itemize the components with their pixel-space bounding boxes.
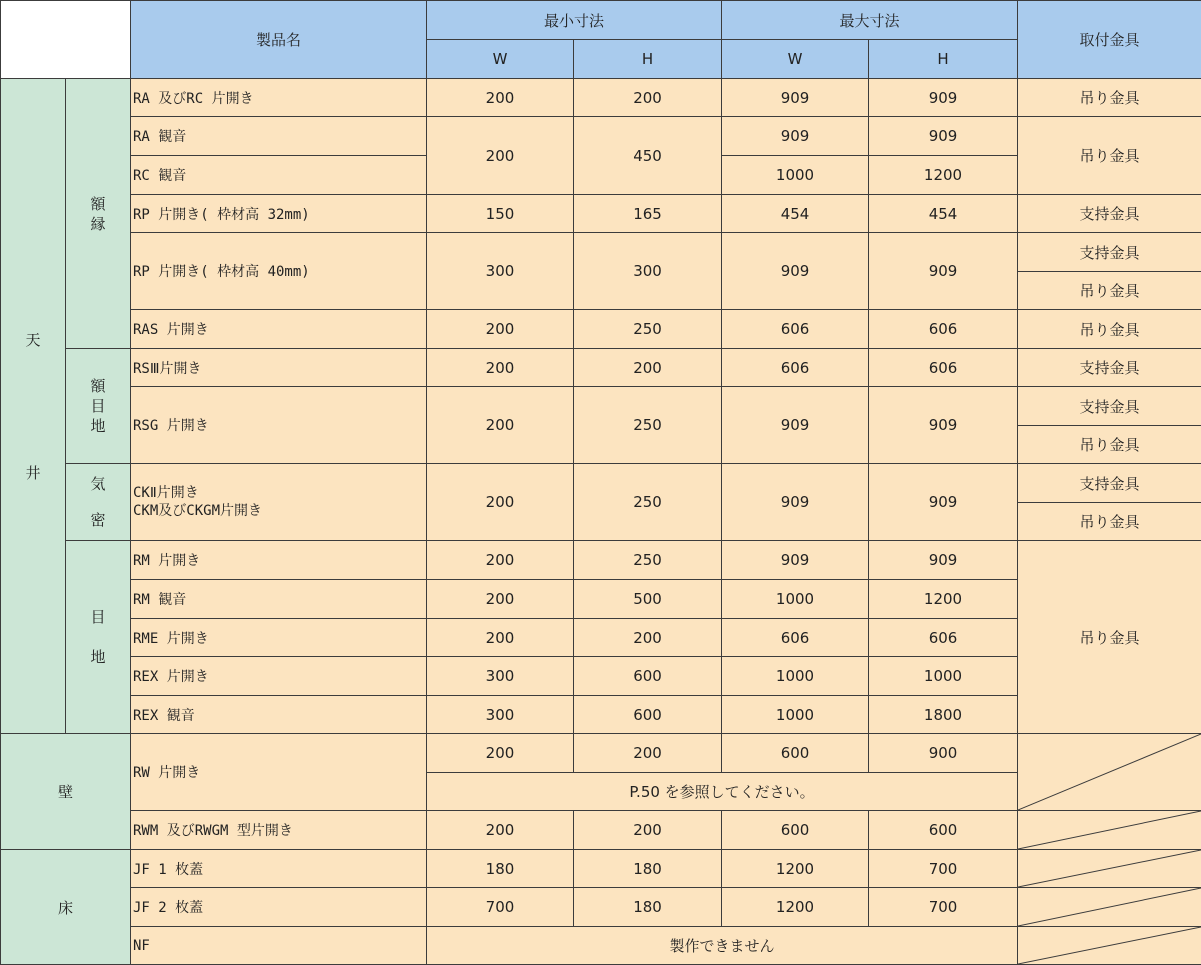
max-h: 909 bbox=[869, 79, 1018, 117]
min-h: 250 bbox=[574, 541, 722, 580]
max-h: 600 bbox=[869, 811, 1018, 850]
diagonal-line bbox=[1018, 850, 1201, 887]
fitting: 支持金具 bbox=[1018, 195, 1201, 233]
fitting-not-applicable bbox=[1018, 888, 1201, 927]
max-w: 1200 bbox=[722, 850, 869, 888]
max-h: 1200 bbox=[869, 156, 1018, 195]
product-name: RW 片開き bbox=[131, 734, 427, 811]
header-product-name: 製品名 bbox=[131, 1, 427, 79]
fitting-not-applicable bbox=[1018, 850, 1201, 888]
fitting: 支持金具 bbox=[1018, 233, 1201, 272]
max-w: 606 bbox=[722, 619, 869, 657]
diagonal-line bbox=[1018, 811, 1201, 849]
header-max-size: 最大寸法 bbox=[722, 1, 1018, 40]
fitting: 吊り金具 bbox=[1018, 272, 1201, 310]
max-w: 600 bbox=[722, 734, 869, 773]
product-name: REX 観音 bbox=[131, 696, 427, 734]
max-h: 606 bbox=[869, 619, 1018, 657]
min-w: 200 bbox=[427, 811, 574, 850]
fitting-not-applicable bbox=[1018, 734, 1201, 811]
min-w: 300 bbox=[427, 657, 574, 696]
min-w: 200 bbox=[427, 117, 574, 195]
product-name: NF bbox=[131, 927, 427, 965]
max-h: 1200 bbox=[869, 580, 1018, 619]
category-tenjo-2: 井 bbox=[25, 464, 41, 482]
product-name: RC 観音 bbox=[131, 156, 427, 195]
product-name-line-1: CKⅡ片開き bbox=[133, 485, 199, 501]
product-name: REX 片開き bbox=[131, 657, 427, 696]
min-h: 500 bbox=[574, 580, 722, 619]
category-tenjo bbox=[1, 79, 66, 734]
diagonal-line bbox=[1018, 888, 1201, 926]
min-w: 200 bbox=[427, 734, 574, 773]
note: 製作できません bbox=[427, 927, 1018, 965]
header-min-w: W bbox=[427, 40, 574, 79]
max-h: 909 bbox=[869, 117, 1018, 156]
category-kabe: 壁 bbox=[1, 734, 131, 850]
max-h: 1800 bbox=[869, 696, 1018, 734]
fitting: 吊り金具 bbox=[1018, 310, 1201, 349]
min-h: 250 bbox=[574, 387, 722, 464]
max-h: 606 bbox=[869, 349, 1018, 387]
max-w: 1000 bbox=[722, 696, 869, 734]
max-w: 909 bbox=[722, 79, 869, 117]
header-fitting: 取付金具 bbox=[1018, 1, 1201, 79]
max-h: 900 bbox=[869, 734, 1018, 773]
product-name: JF 1 枚蓋 bbox=[131, 850, 427, 888]
fitting: 吊り金具 bbox=[1018, 503, 1201, 541]
diagonal-line bbox=[1018, 734, 1201, 810]
header-min-h: H bbox=[574, 40, 722, 79]
min-h: 600 bbox=[574, 657, 722, 696]
min-w: 200 bbox=[427, 580, 574, 619]
max-h: 909 bbox=[869, 464, 1018, 541]
category-yuka: 床 bbox=[1, 850, 131, 965]
min-h: 200 bbox=[574, 79, 722, 117]
min-w: 300 bbox=[427, 233, 574, 310]
max-w: 1000 bbox=[722, 156, 869, 195]
min-h: 200 bbox=[574, 811, 722, 850]
fitting: 支持金具 bbox=[1018, 349, 1201, 387]
min-w: 200 bbox=[427, 310, 574, 349]
product-name-line-2: CKM及びCKGM片開き bbox=[133, 503, 263, 519]
min-w: 700 bbox=[427, 888, 574, 927]
max-h: 909 bbox=[869, 233, 1018, 310]
min-w: 200 bbox=[427, 464, 574, 541]
min-h: 450 bbox=[574, 117, 722, 195]
max-h: 1000 bbox=[869, 657, 1018, 696]
product-name: RME 片開き bbox=[131, 619, 427, 657]
min-h: 165 bbox=[574, 195, 722, 233]
min-w: 200 bbox=[427, 541, 574, 580]
note: P.50 を参照してください。 bbox=[427, 773, 1018, 811]
product-name: RA 観音 bbox=[131, 117, 427, 156]
max-w: 909 bbox=[722, 387, 869, 464]
max-w: 606 bbox=[722, 310, 869, 349]
min-h: 250 bbox=[574, 310, 722, 349]
min-h: 600 bbox=[574, 696, 722, 734]
min-h: 200 bbox=[574, 349, 722, 387]
max-h: 909 bbox=[869, 541, 1018, 580]
max-w: 1000 bbox=[722, 657, 869, 696]
product-name bbox=[131, 464, 427, 541]
product-name: RWM 及びRWGM 型片開き bbox=[131, 811, 427, 850]
product-name: JF 2 枚蓋 bbox=[131, 888, 427, 927]
product-name: RP 片開き( 枠材高 32mm) bbox=[131, 195, 427, 233]
min-w: 200 bbox=[427, 349, 574, 387]
category-gakubuchi bbox=[66, 79, 131, 349]
category-gakumeji bbox=[66, 349, 131, 464]
max-h: 606 bbox=[869, 310, 1018, 349]
fitting: 吊り金具 bbox=[1018, 117, 1201, 195]
product-name: RAS 片開き bbox=[131, 310, 427, 349]
max-w: 909 bbox=[722, 541, 869, 580]
product-name: RSG 片開き bbox=[131, 387, 427, 464]
min-w: 180 bbox=[427, 850, 574, 888]
fitting-not-applicable bbox=[1018, 927, 1201, 965]
min-w: 300 bbox=[427, 696, 574, 734]
header-max-w: W bbox=[722, 40, 869, 79]
min-h: 180 bbox=[574, 850, 722, 888]
max-w: 909 bbox=[722, 464, 869, 541]
product-name: RM 観音 bbox=[131, 580, 427, 619]
fitting: 吊り金具 bbox=[1018, 426, 1201, 464]
fitting: 支持金具 bbox=[1018, 387, 1201, 426]
min-h: 180 bbox=[574, 888, 722, 927]
max-h: 454 bbox=[869, 195, 1018, 233]
max-h: 700 bbox=[869, 888, 1018, 927]
min-w: 200 bbox=[427, 79, 574, 117]
min-h: 300 bbox=[574, 233, 722, 310]
diagonal-line bbox=[1018, 927, 1201, 964]
max-h: 909 bbox=[869, 387, 1018, 464]
min-h: 200 bbox=[574, 619, 722, 657]
product-name: RA 及びRC 片開き bbox=[131, 79, 427, 117]
fitting: 吊り金具 bbox=[1018, 541, 1201, 734]
max-h: 700 bbox=[869, 850, 1018, 888]
product-name: RM 片開き bbox=[131, 541, 427, 580]
min-h: 200 bbox=[574, 734, 722, 773]
fitting: 支持金具 bbox=[1018, 464, 1201, 503]
min-w: 200 bbox=[427, 619, 574, 657]
fitting: 吊り金具 bbox=[1018, 79, 1201, 117]
category-gakumeji-label: 額 目 地 bbox=[90, 377, 106, 435]
max-w: 909 bbox=[722, 117, 869, 156]
category-meji bbox=[66, 541, 131, 734]
max-w: 1200 bbox=[722, 888, 869, 927]
min-w: 200 bbox=[427, 387, 574, 464]
min-h: 250 bbox=[574, 464, 722, 541]
category-gakubuchi-label: 額 縁 bbox=[90, 194, 106, 233]
max-w: 454 bbox=[722, 195, 869, 233]
category-kimitsu-1: 気 bbox=[90, 475, 106, 493]
category-tenjo-1: 天 bbox=[25, 331, 41, 349]
max-w: 1000 bbox=[722, 580, 869, 619]
header-min-size: 最小寸法 bbox=[427, 1, 722, 40]
min-w: 150 bbox=[427, 195, 574, 233]
product-name: RP 片開き( 枠材高 40mm) bbox=[131, 233, 427, 310]
header-corner bbox=[1, 1, 131, 79]
product-name: RSⅢ片開き bbox=[131, 349, 427, 387]
category-meji-label: 目 地 bbox=[90, 608, 106, 666]
category-kimitsu bbox=[66, 464, 131, 541]
max-w: 600 bbox=[722, 811, 869, 850]
max-w: 606 bbox=[722, 349, 869, 387]
fitting-not-applicable bbox=[1018, 811, 1201, 850]
max-w: 909 bbox=[722, 233, 869, 310]
header-max-h: H bbox=[869, 40, 1018, 79]
category-kimitsu-2: 密 bbox=[90, 511, 106, 529]
